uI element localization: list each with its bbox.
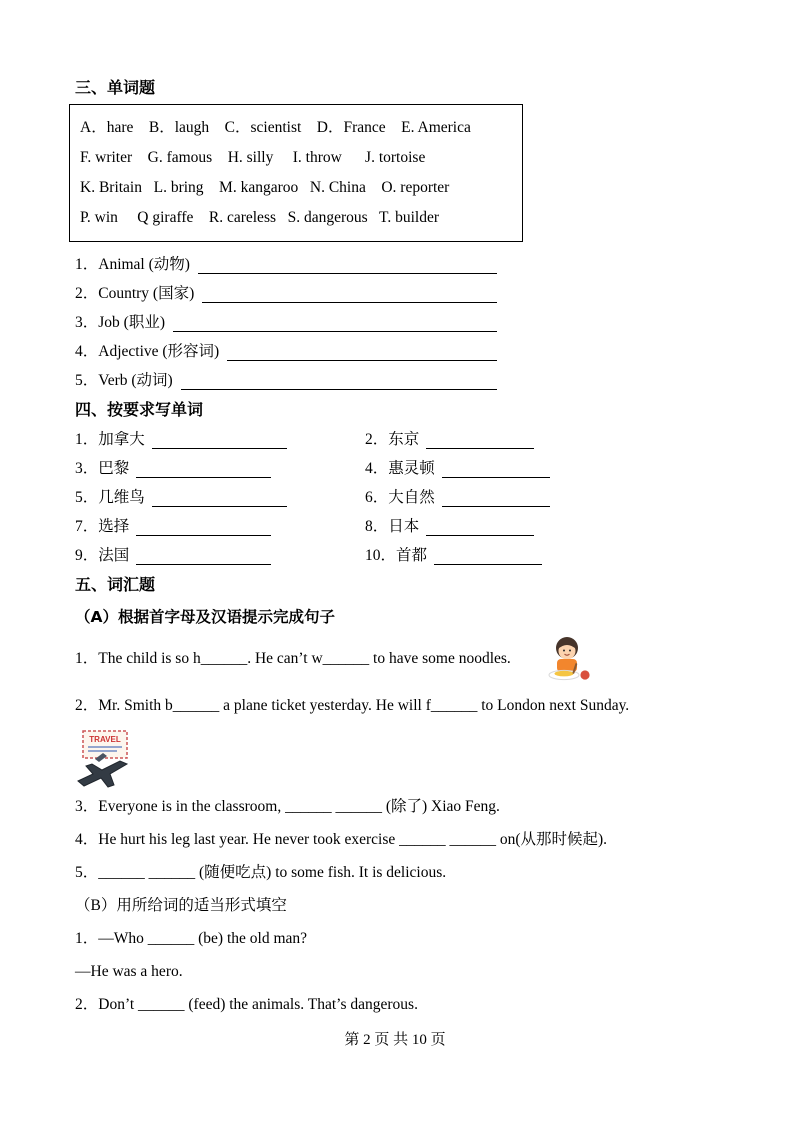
translation-item-label: 10．首都 bbox=[365, 547, 428, 564]
answer-blank bbox=[198, 259, 497, 274]
child-eating-noodles-image bbox=[543, 633, 591, 687]
word-bank-box bbox=[69, 104, 523, 242]
translation-item-label: 1．加拿大 bbox=[75, 431, 145, 448]
answer-blank bbox=[173, 317, 497, 332]
answer-blank bbox=[442, 492, 550, 507]
sentence-text: 1．The child is so h______. He can’t w______ to have some noodles. bbox=[75, 650, 511, 667]
sentence-item bbox=[75, 830, 715, 850]
translation-item bbox=[365, 429, 715, 449]
sentence-item bbox=[75, 929, 715, 949]
sentence-item bbox=[75, 797, 715, 817]
classify-item-row bbox=[75, 254, 497, 274]
translation-item bbox=[75, 545, 365, 565]
translation-grid bbox=[75, 429, 715, 565]
translation-item-label: 7．选择 bbox=[75, 518, 130, 535]
travel-stamp-plane-image bbox=[75, 729, 715, 793]
translation-item bbox=[75, 487, 365, 507]
classify-item-row bbox=[75, 283, 497, 303]
part-a-heading: （A）根据首字母及汉语提示完成句子 bbox=[75, 608, 335, 626]
translation-item bbox=[365, 516, 715, 536]
translation-item-label: 5．几维鸟 bbox=[75, 489, 145, 506]
part-b-heading: （B）用所给词的适当形式填空 bbox=[75, 897, 287, 914]
word-bank-line: P. win Q giraffe R. careless S. dangerous T. builder bbox=[80, 209, 440, 226]
section5-heading: 五、词汇题 bbox=[75, 575, 156, 594]
translation-item bbox=[75, 516, 365, 536]
sentence-text: 5．______ ______ (随便吃点) to some fish. It is delicious. bbox=[75, 864, 447, 881]
classify-item-label: 2．Country (国家) bbox=[75, 285, 195, 302]
section3-heading: 三、单词题 bbox=[75, 78, 156, 97]
answer-blank bbox=[227, 346, 497, 361]
page-footer: 第 2 页 共 10 页 bbox=[344, 1032, 446, 1048]
translation-item bbox=[365, 545, 715, 565]
translation-item bbox=[75, 429, 365, 449]
answer-blank bbox=[152, 434, 287, 449]
answer-blank bbox=[426, 434, 534, 449]
sentence-item bbox=[75, 863, 715, 883]
sentence-item bbox=[75, 995, 715, 1015]
answer-blank bbox=[152, 492, 287, 507]
answer-blank bbox=[181, 375, 497, 390]
answer-blank bbox=[136, 463, 271, 478]
translation-item-label: 9．法国 bbox=[75, 547, 130, 564]
answer-blank bbox=[136, 550, 271, 565]
classify-item-row bbox=[75, 370, 497, 390]
translation-item-label: 4．惠灵顿 bbox=[365, 460, 435, 477]
word-bank-line: A．hare B．laugh C．scientist D．France E. America bbox=[80, 119, 471, 136]
classify-item-label: 1．Animal (动物) bbox=[75, 256, 190, 273]
answer-blank bbox=[442, 463, 550, 478]
sentence-text: 4．He hurt his leg last year. He never took exercise ______ ______ on(从那时候起). bbox=[75, 831, 608, 848]
word-bank-line: K. Britain L. bring M. kangaroo N. China O. reporter bbox=[80, 179, 450, 196]
sentence-text: 1．—Who ______ (be) the old man? bbox=[75, 930, 308, 947]
sentence-text: 2．Don’t ______ (feed) the animals. That’s dangerous. bbox=[75, 996, 418, 1013]
sentence-item bbox=[75, 649, 715, 669]
classify-item-row bbox=[75, 341, 497, 361]
translation-item-label: 3．巴黎 bbox=[75, 460, 130, 477]
sentence-item bbox=[75, 962, 715, 982]
translation-item bbox=[365, 458, 715, 478]
translation-item-label: 6．大自然 bbox=[365, 489, 435, 506]
classify-item-label: 5．Verb (动词) bbox=[75, 372, 173, 389]
section4-heading: 四、按要求写单词 bbox=[75, 400, 204, 419]
classify-item-label: 4．Adjective (形容词) bbox=[75, 343, 220, 360]
sentence-text: 3．Everyone is in the classroom, ______ ______ (除了) Xiao Feng. bbox=[75, 798, 500, 815]
answer-blank bbox=[136, 521, 271, 536]
section3-items bbox=[75, 254, 715, 390]
translation-item-label: 2．东京 bbox=[365, 431, 420, 448]
sentence-item bbox=[75, 696, 715, 716]
translation-item-label: 8．日本 bbox=[365, 518, 420, 535]
classify-item-label: 3．Job (职业) bbox=[75, 314, 165, 331]
answer-blank bbox=[434, 550, 542, 565]
word-bank-line: F. writer G. famous H. silly I. throw J. tortoise bbox=[80, 149, 426, 166]
svg-text:TRAVEL: TRAVEL bbox=[89, 735, 121, 744]
sentence-text: —He was a hero. bbox=[75, 963, 183, 980]
translation-item bbox=[75, 458, 365, 478]
translation-item bbox=[365, 487, 715, 507]
sentence-text: 2．Mr. Smith b______ a plane ticket yesterday. He will f______ to London next Sunday. bbox=[75, 697, 630, 714]
answer-blank bbox=[202, 288, 497, 303]
classify-item-row bbox=[75, 312, 497, 332]
answer-blank bbox=[426, 521, 534, 536]
